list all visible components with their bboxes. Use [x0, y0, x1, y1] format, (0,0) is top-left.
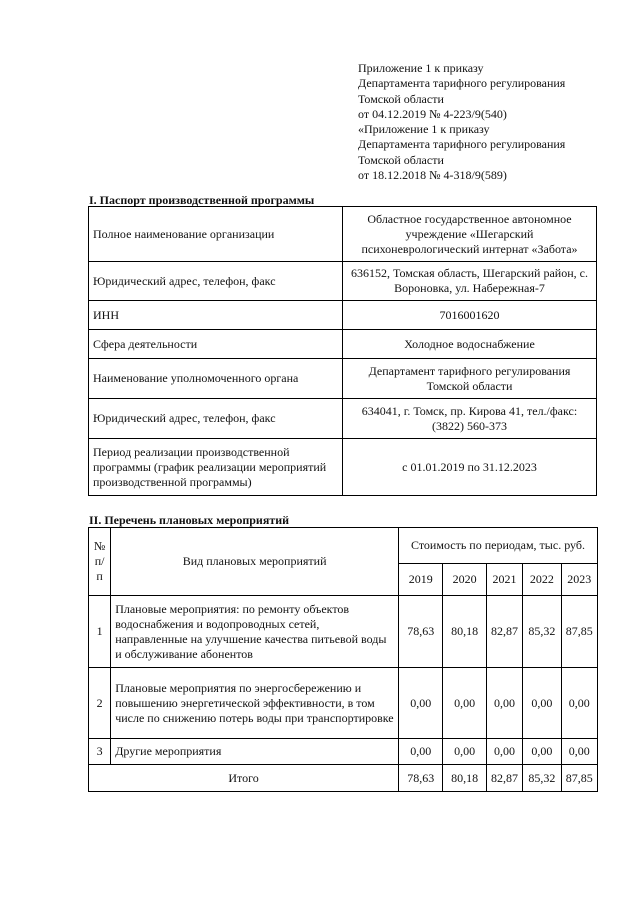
passport-value: Холодное водоснабжение	[343, 330, 597, 359]
passport-label: Юридический адрес, телефон, факс	[89, 399, 343, 439]
plan-table	[88, 527, 598, 792]
table-total-row	[89, 765, 598, 792]
passport-value: Департамент тарифного регулирования Томской области	[343, 359, 597, 399]
cost-cell: 0,00	[486, 739, 522, 765]
cost-cell: 0,00	[523, 668, 561, 739]
row-num: 2	[89, 668, 111, 739]
table-row	[89, 330, 597, 359]
cost-cell: 0,00	[561, 668, 597, 739]
cost-cell: 85,32	[523, 596, 561, 668]
passport-label: Полное наименование организации	[89, 207, 343, 262]
table-row	[89, 668, 598, 739]
col-name-header: Вид плановых мероприятий	[111, 528, 399, 596]
passport-table	[88, 206, 597, 496]
cost-cell: 0,00	[443, 668, 486, 739]
passport-label: ИНН	[89, 301, 343, 330]
table-row	[89, 739, 598, 765]
passport-value: 634041, г. Томск, пр. Кирова 41, тел./факс: (3822) 560-373	[343, 399, 597, 439]
cost-cell: 87,85	[561, 596, 597, 668]
table-row	[89, 399, 597, 439]
total-cell: 87,85	[561, 765, 597, 792]
table-row	[89, 439, 597, 496]
col-num-header: № п/п	[89, 528, 111, 596]
table-header-row	[89, 528, 598, 564]
cost-cell: 0,00	[399, 739, 443, 765]
year-header: 2022	[523, 564, 561, 596]
year-header: 2023	[561, 564, 597, 596]
total-cell: 78,63	[399, 765, 443, 792]
section-2-title: II. Перечень плановых мероприятий	[89, 513, 290, 527]
passport-label: Период реализации производственной программы (график реализации мероприятий производственной программы)	[89, 439, 343, 496]
col-cost-header: Стоимость по периодам, тыс. руб.	[399, 528, 598, 564]
row-num: 1	[89, 596, 111, 668]
row-name: Плановые мероприятия по энергосбережению и повышению энергетической эффективности, в том числе по снижению потерь воды при транспортировке	[111, 668, 399, 739]
section-1-title: I. Паспорт производственной программы	[89, 193, 315, 207]
total-cell: 80,18	[443, 765, 486, 792]
year-header: 2020	[443, 564, 486, 596]
passport-label: Юридический адрес, телефон, факс	[89, 262, 343, 301]
passport-value: 7016001620	[343, 301, 597, 330]
cost-cell: 82,87	[486, 596, 522, 668]
passport-value: 636152, Томская область, Шегарский район, с. Вороновка, ул. Набережная-7	[343, 262, 597, 301]
table-row	[89, 262, 597, 301]
total-cell: 82,87	[486, 765, 522, 792]
table-row	[89, 207, 597, 262]
year-header: 2021	[486, 564, 522, 596]
table-row	[89, 359, 597, 399]
passport-value: Областное государственное автономное учреждение «Шегарский психоневрологический интернат «Забота»	[343, 207, 597, 262]
cost-cell: 0,00	[399, 668, 443, 739]
cost-cell: 78,63	[399, 596, 443, 668]
cost-cell: 0,00	[486, 668, 522, 739]
year-header: 2019	[399, 564, 443, 596]
table-row	[89, 301, 597, 330]
cost-cell: 0,00	[561, 739, 597, 765]
cost-cell: 80,18	[443, 596, 486, 668]
table-row	[89, 596, 598, 668]
passport-value: с 01.01.2019 по 31.12.2023	[343, 439, 597, 496]
row-num: 3	[89, 739, 111, 765]
order-reference: Приложение 1 к приказу Департамента тарифного регулирования Томской области от 04.12.2019 № 4-223/9(540) «Приложение 1 к приказу Департамента тарифного регулирования Томской области от 18.12.2018 № 4-318/9(589)	[358, 61, 566, 183]
row-name: Другие мероприятия	[111, 739, 399, 765]
cost-cell: 0,00	[443, 739, 486, 765]
total-label: Итого	[89, 765, 399, 792]
passport-label: Сфера деятельности	[89, 330, 343, 359]
passport-label: Наименование уполномоченного органа	[89, 359, 343, 399]
cost-cell: 0,00	[523, 739, 561, 765]
total-cell: 85,32	[523, 765, 561, 792]
row-name: Плановые мероприятия: по ремонту объектов водоснабжения и водопроводных сетей, направленные на улучшение качества питьевой воды и обслуживание абонентов	[111, 596, 399, 668]
